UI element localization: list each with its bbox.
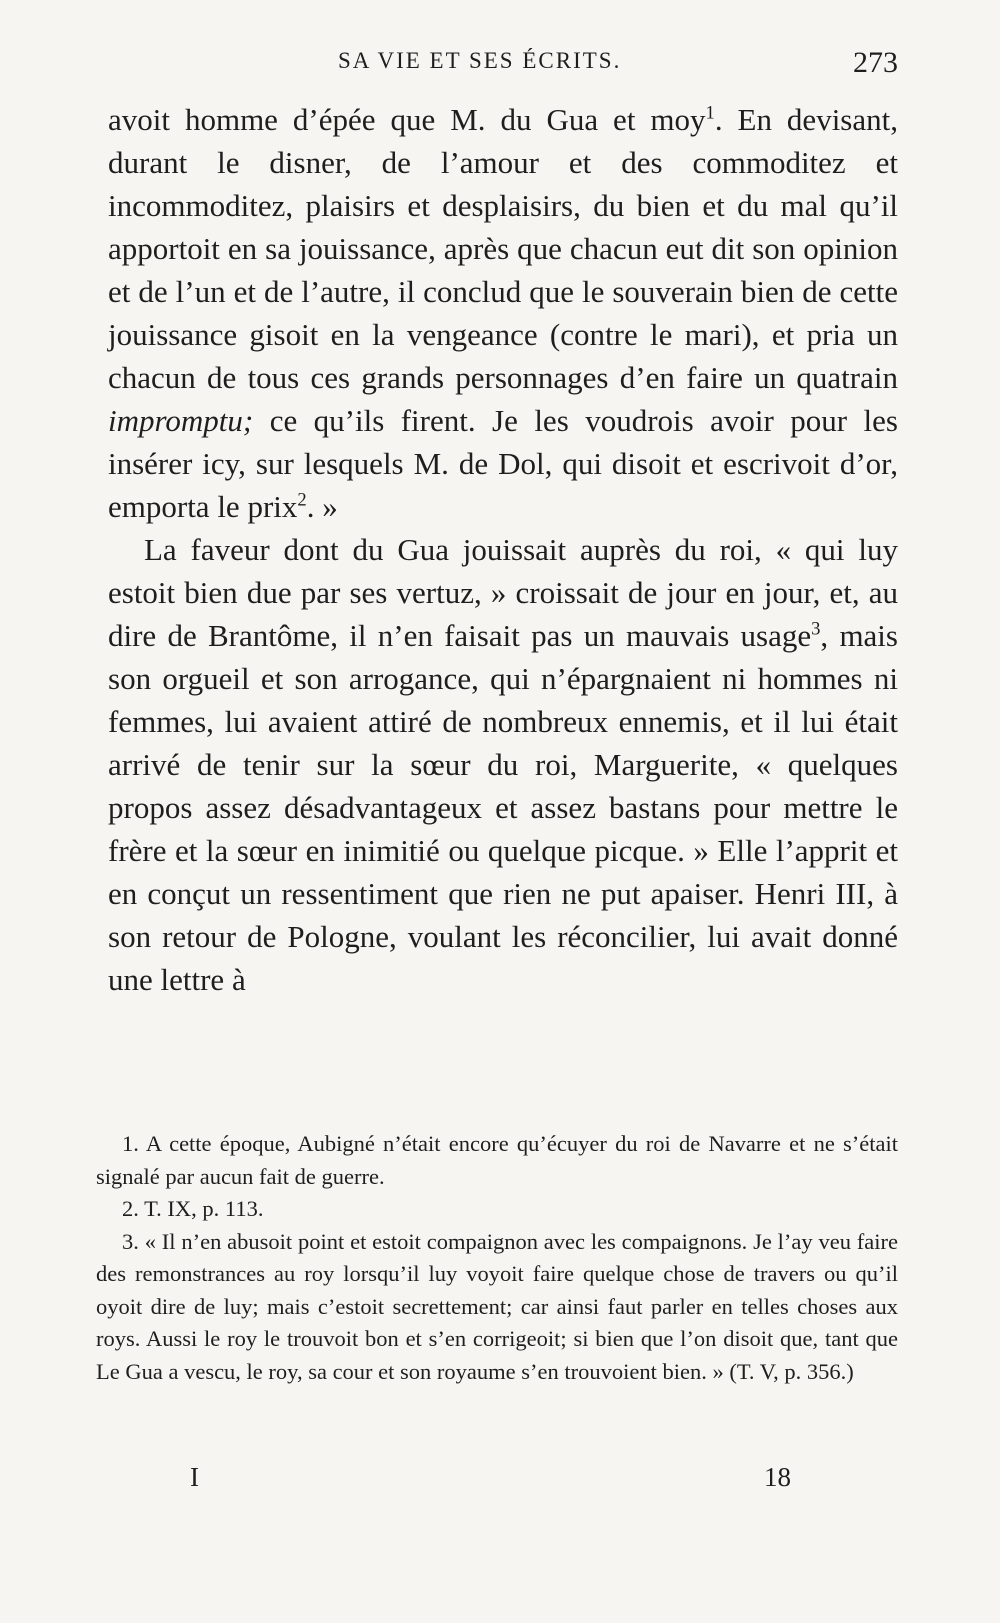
footnote-ref-2: 2 — [297, 489, 307, 511]
volume-signature: I — [190, 1462, 199, 1492]
page-header — [108, 48, 898, 88]
footnote-3: 3. « Il n’en abusoit point et estoit compaignon avec les compaignons. Je l’ay veu faire des remonstrances au roy lorsqu’il luy voyoit faire quelque chose de travers ou qu’il oyoit dire de luy; mais c’estoit secrettement; car ainsi faut parler en telles choses aux roys. Aussi le roy le trouvoit bon et s’en corrigeoit; si bien que l’on disoit que, tant que Le Gua a vescu, le roy, sa cour et son royaume s’en trouvoient bien. » (T. V, p. 356.) — [96, 1228, 898, 1384]
page-footer — [108, 1462, 898, 1502]
italic-word: impromptu; — [108, 403, 254, 438]
footnotes — [96, 1128, 898, 1388]
footnote-2: 2. T. IX, p. 113. — [122, 1196, 264, 1221]
paragraph: La faveur dont du Gua jouissait auprès du roi, « qui luy estoit bien due par ses vertuz, » croissait de jour en jour, et, au dire de Brantôme, il n’en faisait pas un mauvais usage$^3$, mais son orgueil et son arrogance, qui n’épargnaient ni hommes ni femmes, lui avaient attiré de nombreux ennemis, et il lui était arrivé de tenir sur la sœur du roi, Marguerite, « quelques propos assez désadvantageux et assez bastans pour mettre le frère et la sœur en inimitié ou quelque picque. » Elle l’apprit et en conçut un ressentiment que rien ne put apaiser. Henri III, à son retour de Pologne, voulant les réconcilier, lui avait donné une lettre à — [108, 532, 898, 997]
running-title: SA VIE ET SES ÉCRITS. — [338, 48, 622, 73]
page-number: 273 — [853, 46, 898, 79]
gathering-number: 18 — [764, 1462, 791, 1492]
main-text — [108, 98, 898, 1001]
footnote-ref-1: 1 — [705, 102, 715, 124]
footnote-ref-3: 3 — [811, 618, 821, 640]
footnote-1: 1. A cette époque, Aubigné n’était encore qu’écuyer du roi de Navarre et ne s’était signalé par aucun fait de guerre. — [96, 1131, 898, 1189]
paragraph-continuation: avoit homme d’épée que M. du Gua et moy$^1$. En devisant, durant le disner, de l’amour et des commoditez et incommoditez, plaisirs et desplaisirs, du bien et du mal qu’il apportoit en sa jouissance, après que chacun eut dit son opinion et de l’un et de l’autre, il conclud que le souverain bien de cette jouissance gisoit en la vengeance (contre le mari), et pria un chacun de tous ces grands personnages d’en faire un quatrain impromptu; ce qu’ils firent. Je les voudrois avoir pour les insérer icy, sur lesquels M. de Dol, qui disoit et escrivoit d’or, emporta le prix$^2$. » — [108, 102, 898, 524]
